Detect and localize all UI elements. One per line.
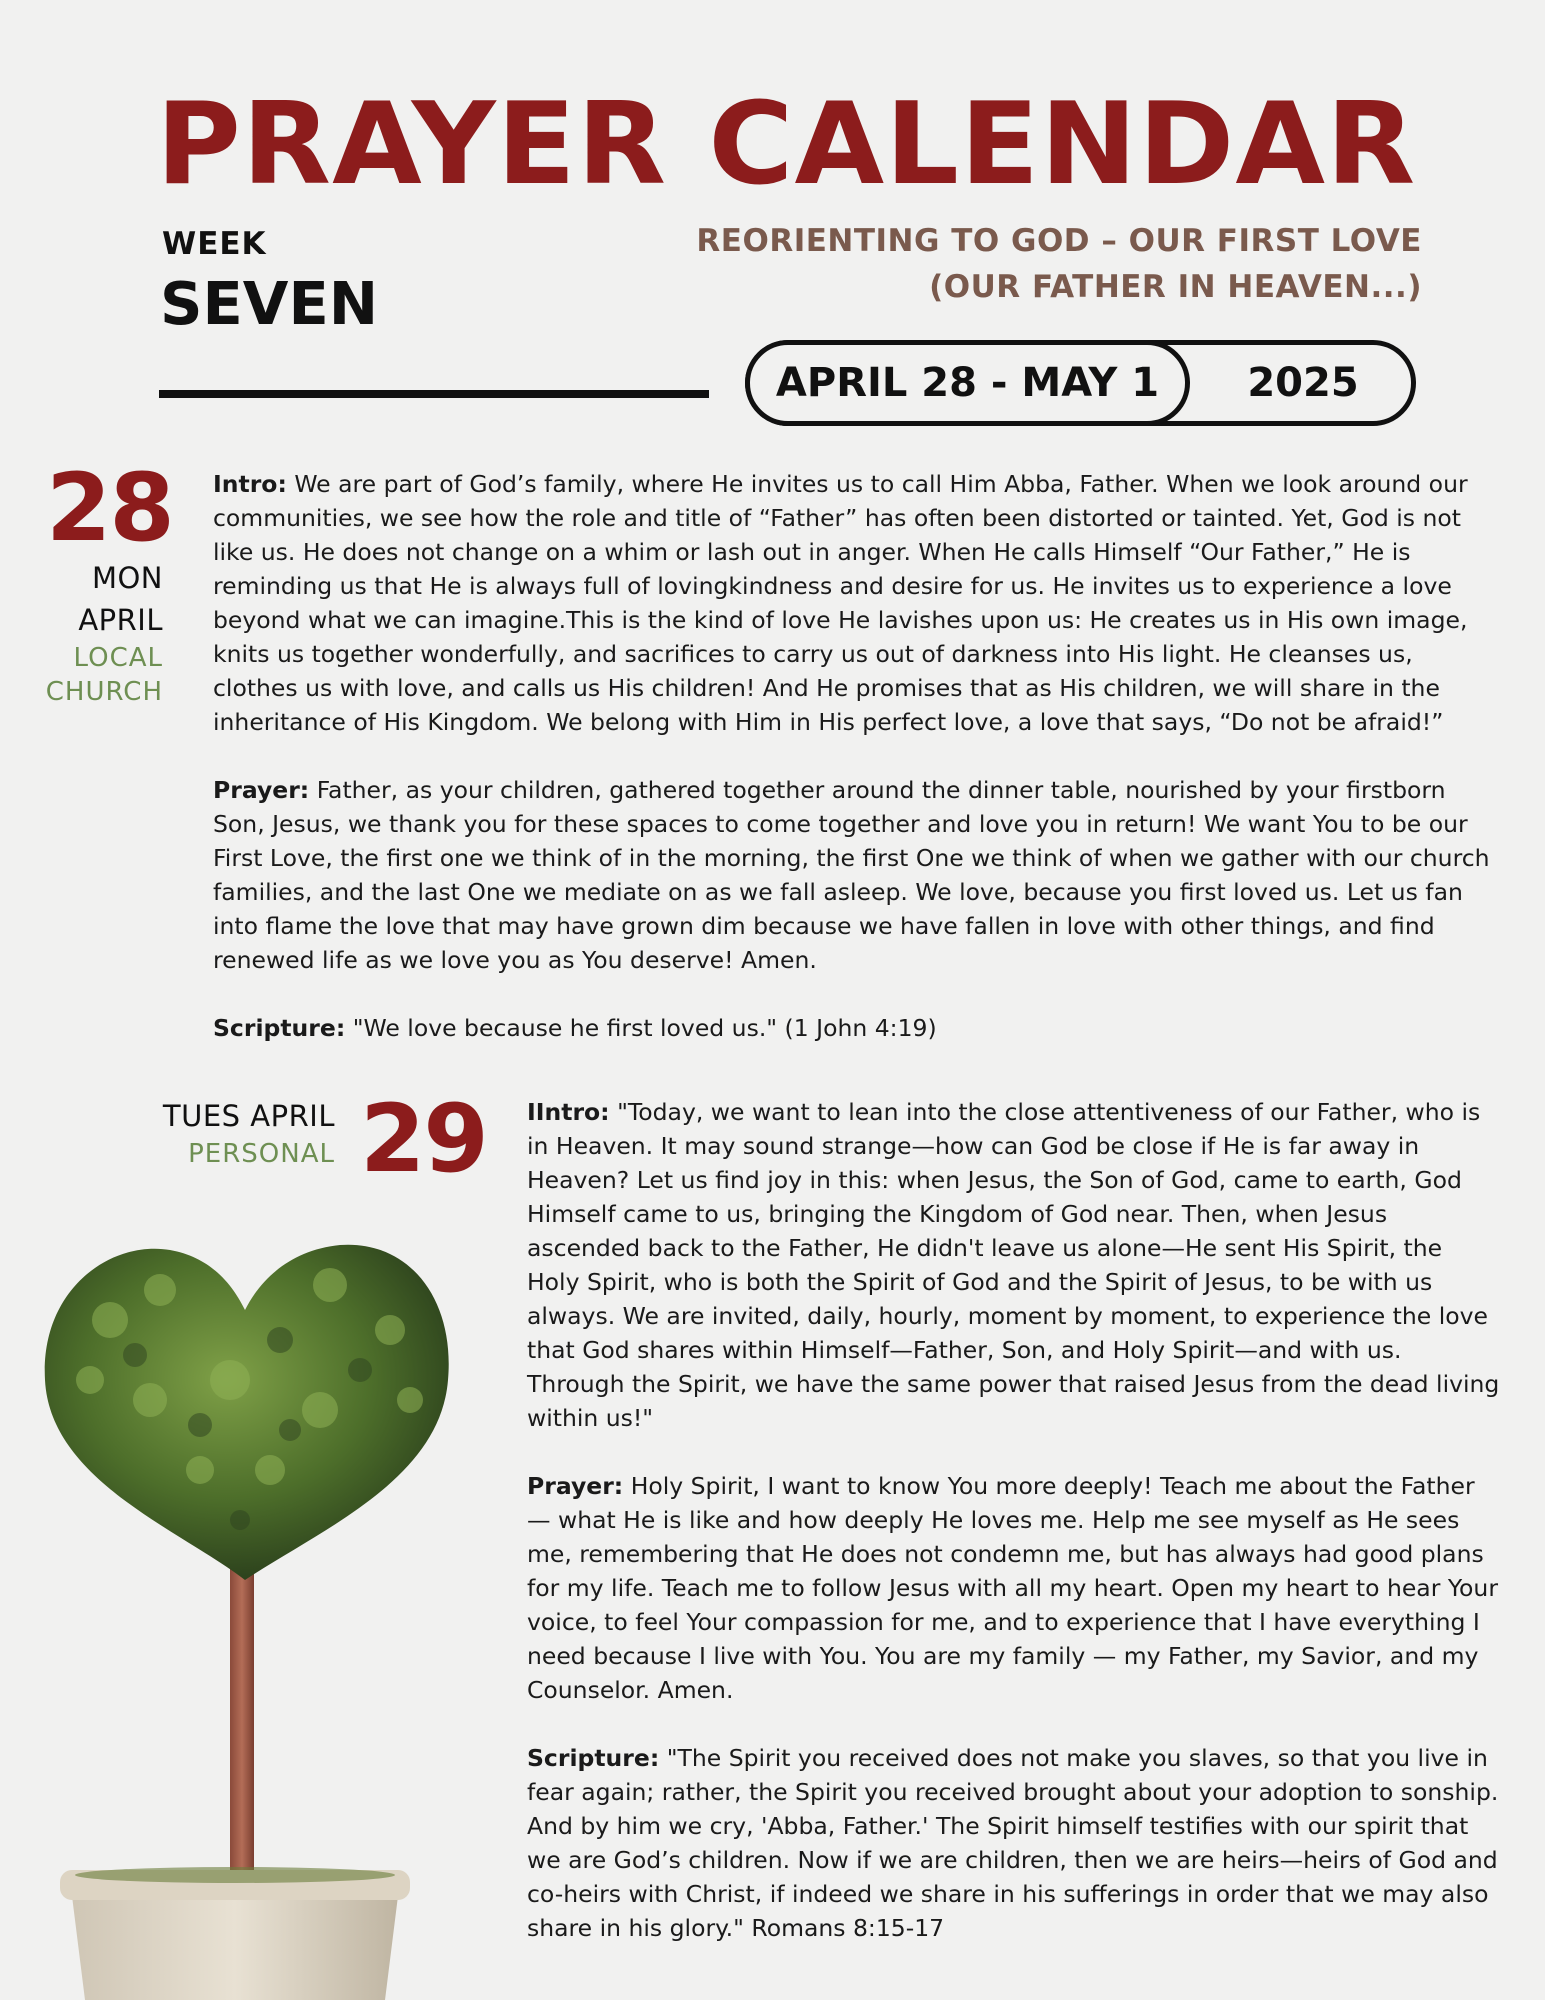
week-number: SEVEN [160, 269, 379, 338]
scripture-text: "We love because he first loved us." (1 John 4:19) [352, 1014, 937, 1042]
subtitle-line-2: (OUR FATHER IN HEAVEN...) [929, 269, 1422, 305]
intro-paragraph [213, 467, 1495, 739]
scripture-paragraph [213, 1011, 1495, 1045]
intro-label: Intro: [213, 470, 287, 498]
day-focus: PERSONAL [188, 1139, 335, 1169]
page-title: PRAYER CALENDAR [156, 78, 1417, 210]
prayer-paragraph [213, 773, 1495, 977]
prayer-label: Prayer: [527, 1472, 624, 1500]
day-number-28: 28 [46, 454, 173, 563]
scripture-label: Scripture: [213, 1014, 346, 1042]
intro-text: "Today, we want to lean into the close attentiveness of our Father, who is in Heaven. It may sound strange—how can God be close if He is far away in Heaven? Let us find joy in this: when Jesus, the Son of God, came to earth, God Himself came to us, bringing the Kingdom of God near. Then, when Jesus ascended back to the Father, He didn't leave us alone—He sent His Spirit, the Holy Spirit, who is both the Spirit of God and the Spirit of Jesus, to be with us always. We are invited, daily, hourly, moment by moment, to experience the love that God shares within Himself—Father, Son, and Holy Spirit—and with us. Through the Spirit, we have the same power that raised Jesus from the dead living within us!" [527, 1098, 1500, 1432]
scripture-label: Scripture: [527, 1744, 660, 1772]
prayer-paragraph [527, 1469, 1502, 1707]
date-pill [745, 340, 1416, 426]
day-weekday-month: TUES APRIL [162, 1099, 335, 1133]
prayer-text: Father, as your children, gathered together around the dinner table, nourished by your firstborn Son, Jesus, we thank you for these spaces to come together and love you in return! We want You to be our First Love, the first one we think of in the morning, the first One we think of when we gather with our church families, and the last One we mediate on as we fall asleep. We love, because you first loved us. Let us fan into flame the love that may have grown dim because we have fallen in love with other things, and find renewed life as we love you as You deserve! Amen. [213, 776, 1490, 974]
day-weekday: MON [91, 561, 163, 595]
week-label: WEEK [162, 226, 267, 262]
intro-paragraph [527, 1095, 1502, 1435]
date-range: APRIL 28 - MAY 1 [745, 340, 1190, 426]
day-29-content [527, 1095, 1502, 1979]
year: 2025 [1247, 360, 1359, 406]
heart-foliage [45, 1245, 449, 1580]
intro-label: IIntro: [527, 1098, 610, 1126]
day-info-28 [46, 557, 163, 709]
subtitle-line-1: REORIENTING TO GOD – OUR FIRST LOVE [696, 223, 1422, 259]
day-28-content [213, 467, 1495, 1079]
prayer-label: Prayer: [213, 776, 310, 804]
day-focus-line1: LOCAL [73, 643, 163, 673]
prayer-text: Holy Spirit, I want to know You more deeply! Teach me about the Father — what He is like and how deeply He loves me. Help me see myself as He sees me, remembering that He does not condemn me, but has always had good plans for my life. Teach me to follow Jesus with all my heart. Open my heart to hear Your voice, to feel Your compassion for me, and to experience that I have everything I need because I live with You. You are my family — my Father, my Savior, and my Counselor. Amen. [527, 1472, 1498, 1704]
intro-text: We are part of God’s family, where He invites us to call Him Abba, Father. When we look around our communities, we see how the role and title of “Father” has often been distorted or tainted. Yet, God is not like us. He does not change on a whim or lash out in anger. When He calls Himself “Our Father,” He is reminding us that He is always full of lovingkindness and desire for us. He invites us to experience a love beyond what we can imagine.This is the kind of love He lavishes upon us: He creates us in His own image, knits us together wonderfully, and sacrifices to carry us out of darkness into His light. He cleanses us, clothes us with love, and calls us His children! And He promises that as His children, we will share in the inheritance of His Kingdom. We belong with Him in His perfect love, a love that says, “Do not be afraid!” [213, 470, 1468, 736]
day-month: APRIL [78, 603, 163, 637]
heart-topiary-image [30, 1230, 470, 2000]
day-focus-line2: CHURCH [45, 677, 163, 707]
day-number-29: 29 [360, 1085, 487, 1194]
day-info-29 [163, 1095, 335, 1171]
scripture-text: "The Spirit you received does not make you slaves, so that you live in fear again; rather, the Spirit you received brought about your adoption to sonship. And by him we cry, 'Abba, Father.' The Spirit himself testifies with our spirit that we are God’s children. Now if we are children, then we are heirs—heirs of God and co-heirs with Christ, if indeed we share in his sufferings in order that we may also share in his glory." Romans 8:15-17 [527, 1744, 1499, 1942]
header-divider [159, 390, 709, 398]
subtitle [696, 218, 1422, 310]
scripture-paragraph [527, 1741, 1502, 1945]
